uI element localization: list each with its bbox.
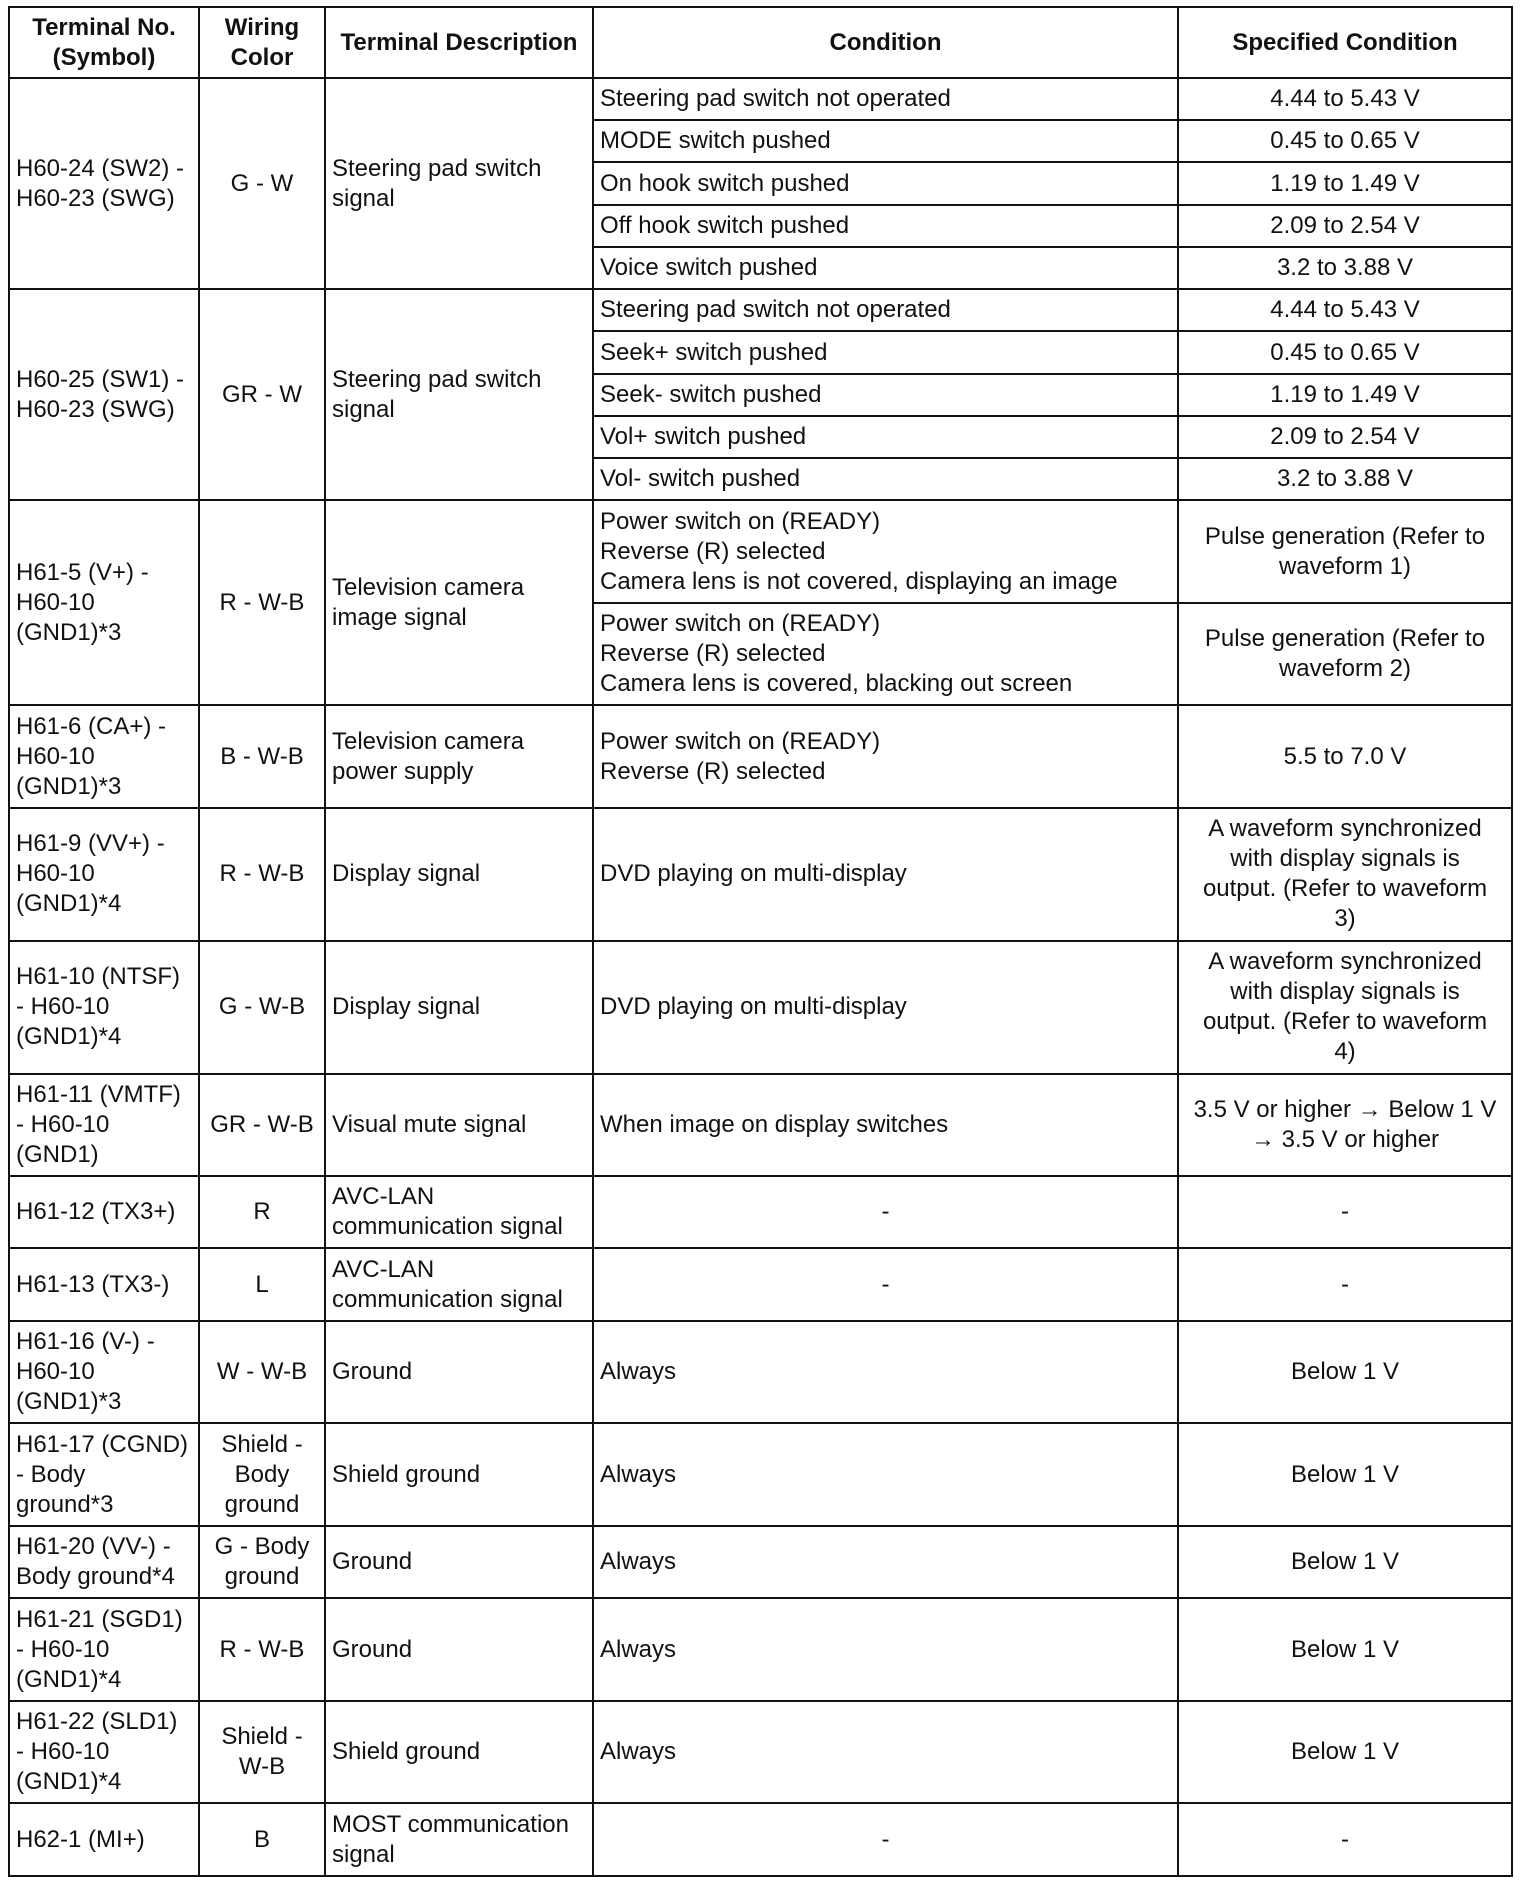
terminal-description-cell: Ground bbox=[325, 1321, 593, 1424]
specified-condition-cell: 3.5 V or higher → Below 1 V → 3.5 V or higher bbox=[1178, 1074, 1512, 1177]
condition-cell: Always bbox=[593, 1526, 1178, 1598]
terminal-description-cell: MOST communication signal bbox=[325, 1803, 593, 1876]
condition-cell: - bbox=[593, 1176, 1178, 1248]
wiring-color-cell: R bbox=[199, 1176, 325, 1248]
table-row bbox=[9, 1321, 1512, 1424]
wiring-color-cell: B bbox=[199, 1803, 325, 1876]
terminal-description-cell: Television camera image signal bbox=[325, 500, 593, 705]
terminal-cell: H61-16 (V-) - H60-10 (GND1)*3 bbox=[9, 1321, 199, 1424]
terminal-cell: H61-13 (TX3-) bbox=[9, 1248, 199, 1320]
table-row bbox=[9, 289, 1512, 331]
specified-condition-cell: A waveform synchronized with display signals is output. (Refer to waveform 4) bbox=[1178, 941, 1512, 1074]
condition-cell: - bbox=[593, 1248, 1178, 1320]
terminal-description-cell: Television camera power supply bbox=[325, 705, 593, 808]
condition-cell: Vol+ switch pushed bbox=[593, 416, 1178, 458]
condition-cell: Power switch on (READY) Reverse (R) selected Camera lens is not covered, displaying an image bbox=[593, 500, 1178, 603]
condition-cell: Steering pad switch not operated bbox=[593, 78, 1178, 120]
wiring-color-cell: G - Body ground bbox=[199, 1526, 325, 1598]
specified-condition-cell: A waveform synchronized with display signals is output. (Refer to waveform 3) bbox=[1178, 808, 1512, 941]
table-row bbox=[9, 1074, 1512, 1177]
wiring-color-cell: B - W-B bbox=[199, 705, 325, 808]
specified-condition-cell: 2.09 to 2.54 V bbox=[1178, 205, 1512, 247]
specified-condition-cell: 0.45 to 0.65 V bbox=[1178, 331, 1512, 373]
table-row bbox=[9, 808, 1512, 941]
terminal-cell: H61-5 (V+) - H60-10 (GND1)*3 bbox=[9, 500, 199, 705]
condition-cell: When image on display switches bbox=[593, 1074, 1178, 1177]
condition-cell: Always bbox=[593, 1701, 1178, 1804]
table-row bbox=[9, 1803, 1512, 1876]
header-terminal-description: Terminal Description bbox=[325, 7, 593, 78]
specified-condition-cell: 4.44 to 5.43 V bbox=[1178, 78, 1512, 120]
terminal-description-cell: Steering pad switch signal bbox=[325, 78, 593, 289]
condition-cell: Always bbox=[593, 1598, 1178, 1701]
wiring-color-cell: R - W-B bbox=[199, 500, 325, 705]
wiring-color-cell: G - W-B bbox=[199, 941, 325, 1074]
wiring-color-cell: G - W bbox=[199, 78, 325, 289]
specified-condition-cell: Pulse generation (Refer to waveform 1) bbox=[1178, 500, 1512, 603]
terminal-cell: H61-17 (CGND) - Body ground*3 bbox=[9, 1423, 199, 1526]
terminal-description-cell: Display signal bbox=[325, 808, 593, 941]
condition-cell: DVD playing on multi-display bbox=[593, 941, 1178, 1074]
specified-condition-cell: Below 1 V bbox=[1178, 1526, 1512, 1598]
terminal-description-cell: Visual mute signal bbox=[325, 1074, 593, 1177]
condition-cell: Seek+ switch pushed bbox=[593, 331, 1178, 373]
condition-cell: Always bbox=[593, 1423, 1178, 1526]
wiring-color-cell: GR - W bbox=[199, 289, 325, 500]
terminal-description-cell: Shield ground bbox=[325, 1423, 593, 1526]
specified-condition-cell: 5.5 to 7.0 V bbox=[1178, 705, 1512, 808]
condition-cell: Voice switch pushed bbox=[593, 247, 1178, 289]
terminal-description-cell: AVC-LAN communication signal bbox=[325, 1176, 593, 1248]
wiring-color-cell: Shield - Body ground bbox=[199, 1423, 325, 1526]
specified-condition-cell: 4.44 to 5.43 V bbox=[1178, 289, 1512, 331]
specified-condition-cell: Below 1 V bbox=[1178, 1701, 1512, 1804]
specified-condition-cell: - bbox=[1178, 1248, 1512, 1320]
table-row bbox=[9, 1526, 1512, 1598]
specified-condition-cell: Below 1 V bbox=[1178, 1423, 1512, 1526]
specified-condition-cell: - bbox=[1178, 1176, 1512, 1248]
condition-cell: Off hook switch pushed bbox=[593, 205, 1178, 247]
specified-condition-cell: 2.09 to 2.54 V bbox=[1178, 416, 1512, 458]
specified-condition-cell: Pulse generation (Refer to waveform 2) bbox=[1178, 603, 1512, 706]
terminal-cell: H61-9 (VV+) - H60-10 (GND1)*4 bbox=[9, 808, 199, 941]
header-terminal: Terminal No. (Symbol) bbox=[9, 7, 199, 78]
wiring-color-cell: L bbox=[199, 1248, 325, 1320]
condition-cell: - bbox=[593, 1803, 1178, 1876]
wiring-color-cell: W - W-B bbox=[199, 1321, 325, 1424]
terminal-description-cell: Shield ground bbox=[325, 1701, 593, 1804]
table-row bbox=[9, 1248, 1512, 1320]
table-row bbox=[9, 1598, 1512, 1701]
terminal-cell: H61-20 (VV-) - Body ground*4 bbox=[9, 1526, 199, 1598]
table-row bbox=[9, 1423, 1512, 1526]
header-condition: Condition bbox=[593, 7, 1178, 78]
terminal-cell: H60-24 (SW2) - H60-23 (SWG) bbox=[9, 78, 199, 289]
specified-condition-cell: 1.19 to 1.49 V bbox=[1178, 162, 1512, 204]
terminal-cell: H61-22 (SLD1) - H60-10 (GND1)*4 bbox=[9, 1701, 199, 1804]
table-row bbox=[9, 705, 1512, 808]
wiring-color-cell: GR - W-B bbox=[199, 1074, 325, 1177]
terminal-specification-table bbox=[8, 6, 1513, 1877]
specified-condition-cell: 3.2 to 3.88 V bbox=[1178, 458, 1512, 500]
table-row bbox=[9, 1701, 1512, 1804]
condition-cell: Power switch on (READY) Reverse (R) selected bbox=[593, 705, 1178, 808]
header-row bbox=[9, 7, 1512, 78]
terminal-description-cell: Display signal bbox=[325, 941, 593, 1074]
table-row bbox=[9, 78, 1512, 120]
specified-condition-cell: Below 1 V bbox=[1178, 1598, 1512, 1701]
terminal-description-cell: Steering pad switch signal bbox=[325, 289, 593, 500]
condition-cell: Always bbox=[593, 1321, 1178, 1424]
terminal-cell: H61-21 (SGD1) - H60-10 (GND1)*4 bbox=[9, 1598, 199, 1701]
condition-cell: Steering pad switch not operated bbox=[593, 289, 1178, 331]
terminal-cell: H62-1 (MI+) bbox=[9, 1803, 199, 1876]
table-row bbox=[9, 1176, 1512, 1248]
terminal-cell: H61-12 (TX3+) bbox=[9, 1176, 199, 1248]
specified-condition-cell: - bbox=[1178, 1803, 1512, 1876]
condition-cell: DVD playing on multi-display bbox=[593, 808, 1178, 941]
condition-cell: Seek- switch pushed bbox=[593, 374, 1178, 416]
specified-condition-cell: 0.45 to 0.65 V bbox=[1178, 120, 1512, 162]
table-row bbox=[9, 500, 1512, 603]
specified-condition-cell: Below 1 V bbox=[1178, 1321, 1512, 1424]
specified-condition-cell: 1.19 to 1.49 V bbox=[1178, 374, 1512, 416]
table-row bbox=[9, 941, 1512, 1074]
wiring-color-cell: R - W-B bbox=[199, 1598, 325, 1701]
condition-cell: On hook switch pushed bbox=[593, 162, 1178, 204]
header-wiring-color: Wiring Color bbox=[199, 7, 325, 78]
terminal-description-cell: AVC-LAN communication signal bbox=[325, 1248, 593, 1320]
specified-condition-cell: 3.2 to 3.88 V bbox=[1178, 247, 1512, 289]
terminal-description-cell: Ground bbox=[325, 1526, 593, 1598]
condition-cell: Vol- switch pushed bbox=[593, 458, 1178, 500]
terminal-cell: H61-11 (VMTF) - H60-10 (GND1) bbox=[9, 1074, 199, 1177]
terminal-description-cell: Ground bbox=[325, 1598, 593, 1701]
terminal-cell: H61-10 (NTSF) - H60-10 (GND1)*4 bbox=[9, 941, 199, 1074]
wiring-color-cell: Shield - W-B bbox=[199, 1701, 325, 1804]
terminal-cell: H60-25 (SW1) - H60-23 (SWG) bbox=[9, 289, 199, 500]
terminal-cell: H61-6 (CA+) - H60-10 (GND1)*3 bbox=[9, 705, 199, 808]
condition-cell: MODE switch pushed bbox=[593, 120, 1178, 162]
table-body bbox=[9, 78, 1512, 1876]
wiring-color-cell: R - W-B bbox=[199, 808, 325, 941]
header-specified-condition: Specified Condition bbox=[1178, 7, 1512, 78]
condition-cell: Power switch on (READY) Reverse (R) selected Camera lens is covered, blacking out screen bbox=[593, 603, 1178, 706]
